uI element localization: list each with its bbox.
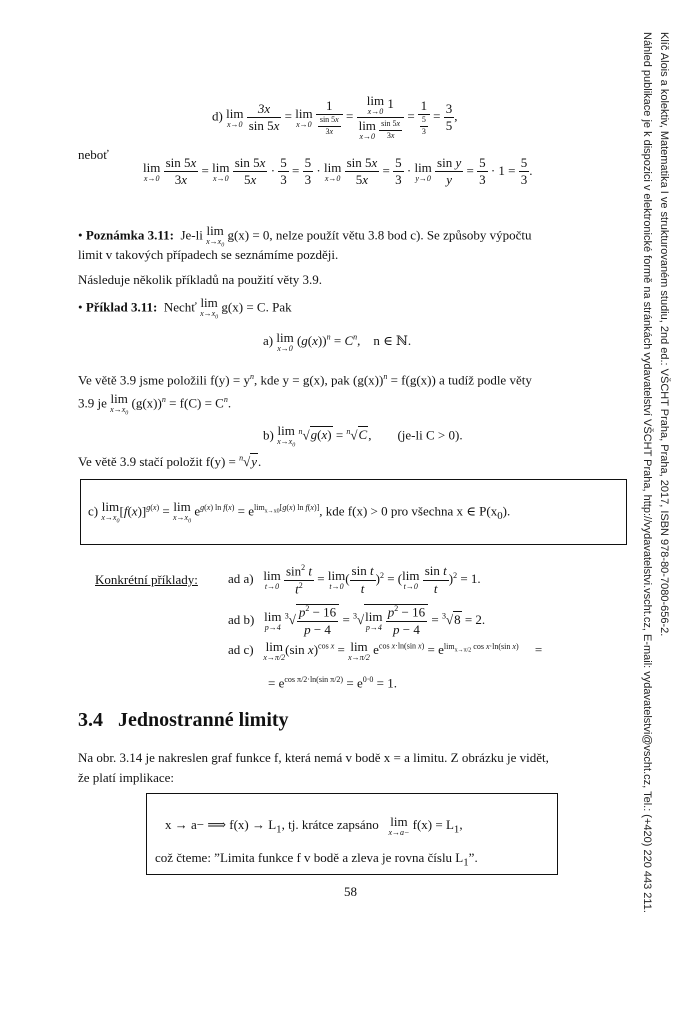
section-title: Jednostranné limity [118, 709, 289, 731]
equation-d: d) lim x→0 $\frac{3x}{\sin 5x}$ = lim x→0 $\frac{1}{\frac{\sin 5x}{3x}}$ = lim x→0 1 lim x→0 $\frac{\sin 5x}{3x}$ = $\frac{1}{\frac{5}{3}}$ = $\frac{3}{5}$ , [212, 93, 458, 141]
equation-c: c) lim $x\to x_0$ $[f(x)]^{g(x)} = \lim$ $x\to x_0$ $e^{g(x) ln f(x)} = e^{lim_{x\to x0}[g(x) ln f(x)]}$, kde f(x) > 0 pro všechna x ∈ $P(x_0)$. [88, 499, 511, 525]
concrete-label: Konkrétní příklady: [95, 572, 198, 587]
note-label: Poznámka 3.11: [85, 227, 174, 243]
section-heading [78, 709, 289, 732]
paragraph-3: Na obr. 3.14 je nakreslen graf funkce f, která nemá v bodě x = a limitu. Z obrázku je vidět, [78, 750, 549, 765]
box-one-sided-line2: což čteme: ”Limita funkce f v bodě a zleva je rovna číslu $L_1$”. [155, 850, 478, 869]
concrete-c-line2: = $e^{cos \pi/2\cdot ln(sin \pi/2)} = e^{0\cdot 0} = 1$. [268, 675, 397, 691]
nebot-word: neboť [78, 147, 109, 162]
paragraph-1-line2: 3.9 je lim $x\to x_0$ $(g(x))^n = f(C) = C^n$. [78, 391, 232, 417]
concrete-a: ad a) lim t→0 $\frac{\sin^2 t}{t^2}$ = lim t→0 ( $\frac{\text{sin t}}{t}$ )$^2$ = (lim t→0 $\frac{\text{sin t}}{t}$ )$^2$ = 1. [228, 563, 481, 596]
box-one-sided-line1: x → a− ⟹ $f(x) \to L_1$, tj. krátce zapsáno lim x→a− $f(x) = L_1$, [165, 814, 463, 837]
paragraph-3-line2: že platí implikace: [78, 770, 175, 785]
concrete-b: ad b) lim p→4 $^3$√ $\frac{p^2 - 16}{p - 4}$ = $^3$√lim p→4 $\frac{p^2 - 16}{p - 4}$ = $^3$√8 = 2. [228, 604, 486, 637]
equation-a: a) lim x→0 $(g(x))^n = C^n$, n ∈ ℕ. [263, 330, 412, 353]
note-line2: limit v takových případech se seznámíme později. [78, 247, 339, 262]
equation-b: b) lim $x\to x_0$ $^n$√g(x) = $^n$√C, (je-li C > 0). [263, 423, 463, 449]
side-notice [632, 32, 672, 1023]
section-number: 3.4 [78, 709, 103, 731]
page-number: 58 [344, 884, 357, 899]
follows-text: Následuje několik příkladů na použití věty 3.9. [78, 272, 323, 287]
concrete-c: ad c) lim x→π/2 (sin x)$^{cos x}$ = lim x→π/2 $e^{cos x\cdot ln(sin x)} = e^{lim_{x\to\pi/2} cos x\cdot ln(sin x)}$ = [228, 639, 543, 662]
eq-d-label: d) [212, 108, 223, 124]
paragraph-2: Ve větě 3.9 stačí položit f(y) = $^n$√y. [78, 453, 262, 469]
example-3-11: • Příklad 3.11: Nechť lim $x\to x_0$ g(x) = C. Pak [78, 295, 292, 321]
note-3-11: • Poznámka 3.11: Je-li lim $x\to x_0$ g(x) = 0, nelze použít větu 3.8 bod c). Se způsoby výpočtu [78, 223, 532, 249]
side-notice-line2: Náhled publikace je k dispozici v elektronické formě na stránkách vydavatelství VŠCHT Praha, http://vydavatelstvi.vscht.cz, E-mail: vydavatelstvi@vscht.cz, Tel.: (+420) 220 443 211. [641, 32, 653, 913]
side-notice-line1: Klíč Alois a kolektiv, Matematika I ve strukturovaném studiu, 2nd ed.: VŠCHT Praha, Praha, 2017, ISBN 978-80-7080-656-2. [658, 32, 670, 637]
equation-nebot: lim x→0 $\frac{\sin 5x}{3x}$ = lim x→0 $\frac{\sin 5x}{5x}$ · $\frac{5}{3}$ = $\frac{5}{3}$ · lim x→0 $\frac{\sin 5x}{5x}$ = $\frac{5}{3}$ · lim y→0 $\frac{\text{sin y}}{y}$ = $\frac{5}{3}$ · 1 = $\frac{5}{3}$ . [143, 155, 533, 188]
paragraph-1: Ve větě 3.9 jsme položili $f(y) = y^n$, kde y = g(x), pak $(g(x))^n = f(g(x))$ a tudíž podle věty [78, 372, 532, 388]
